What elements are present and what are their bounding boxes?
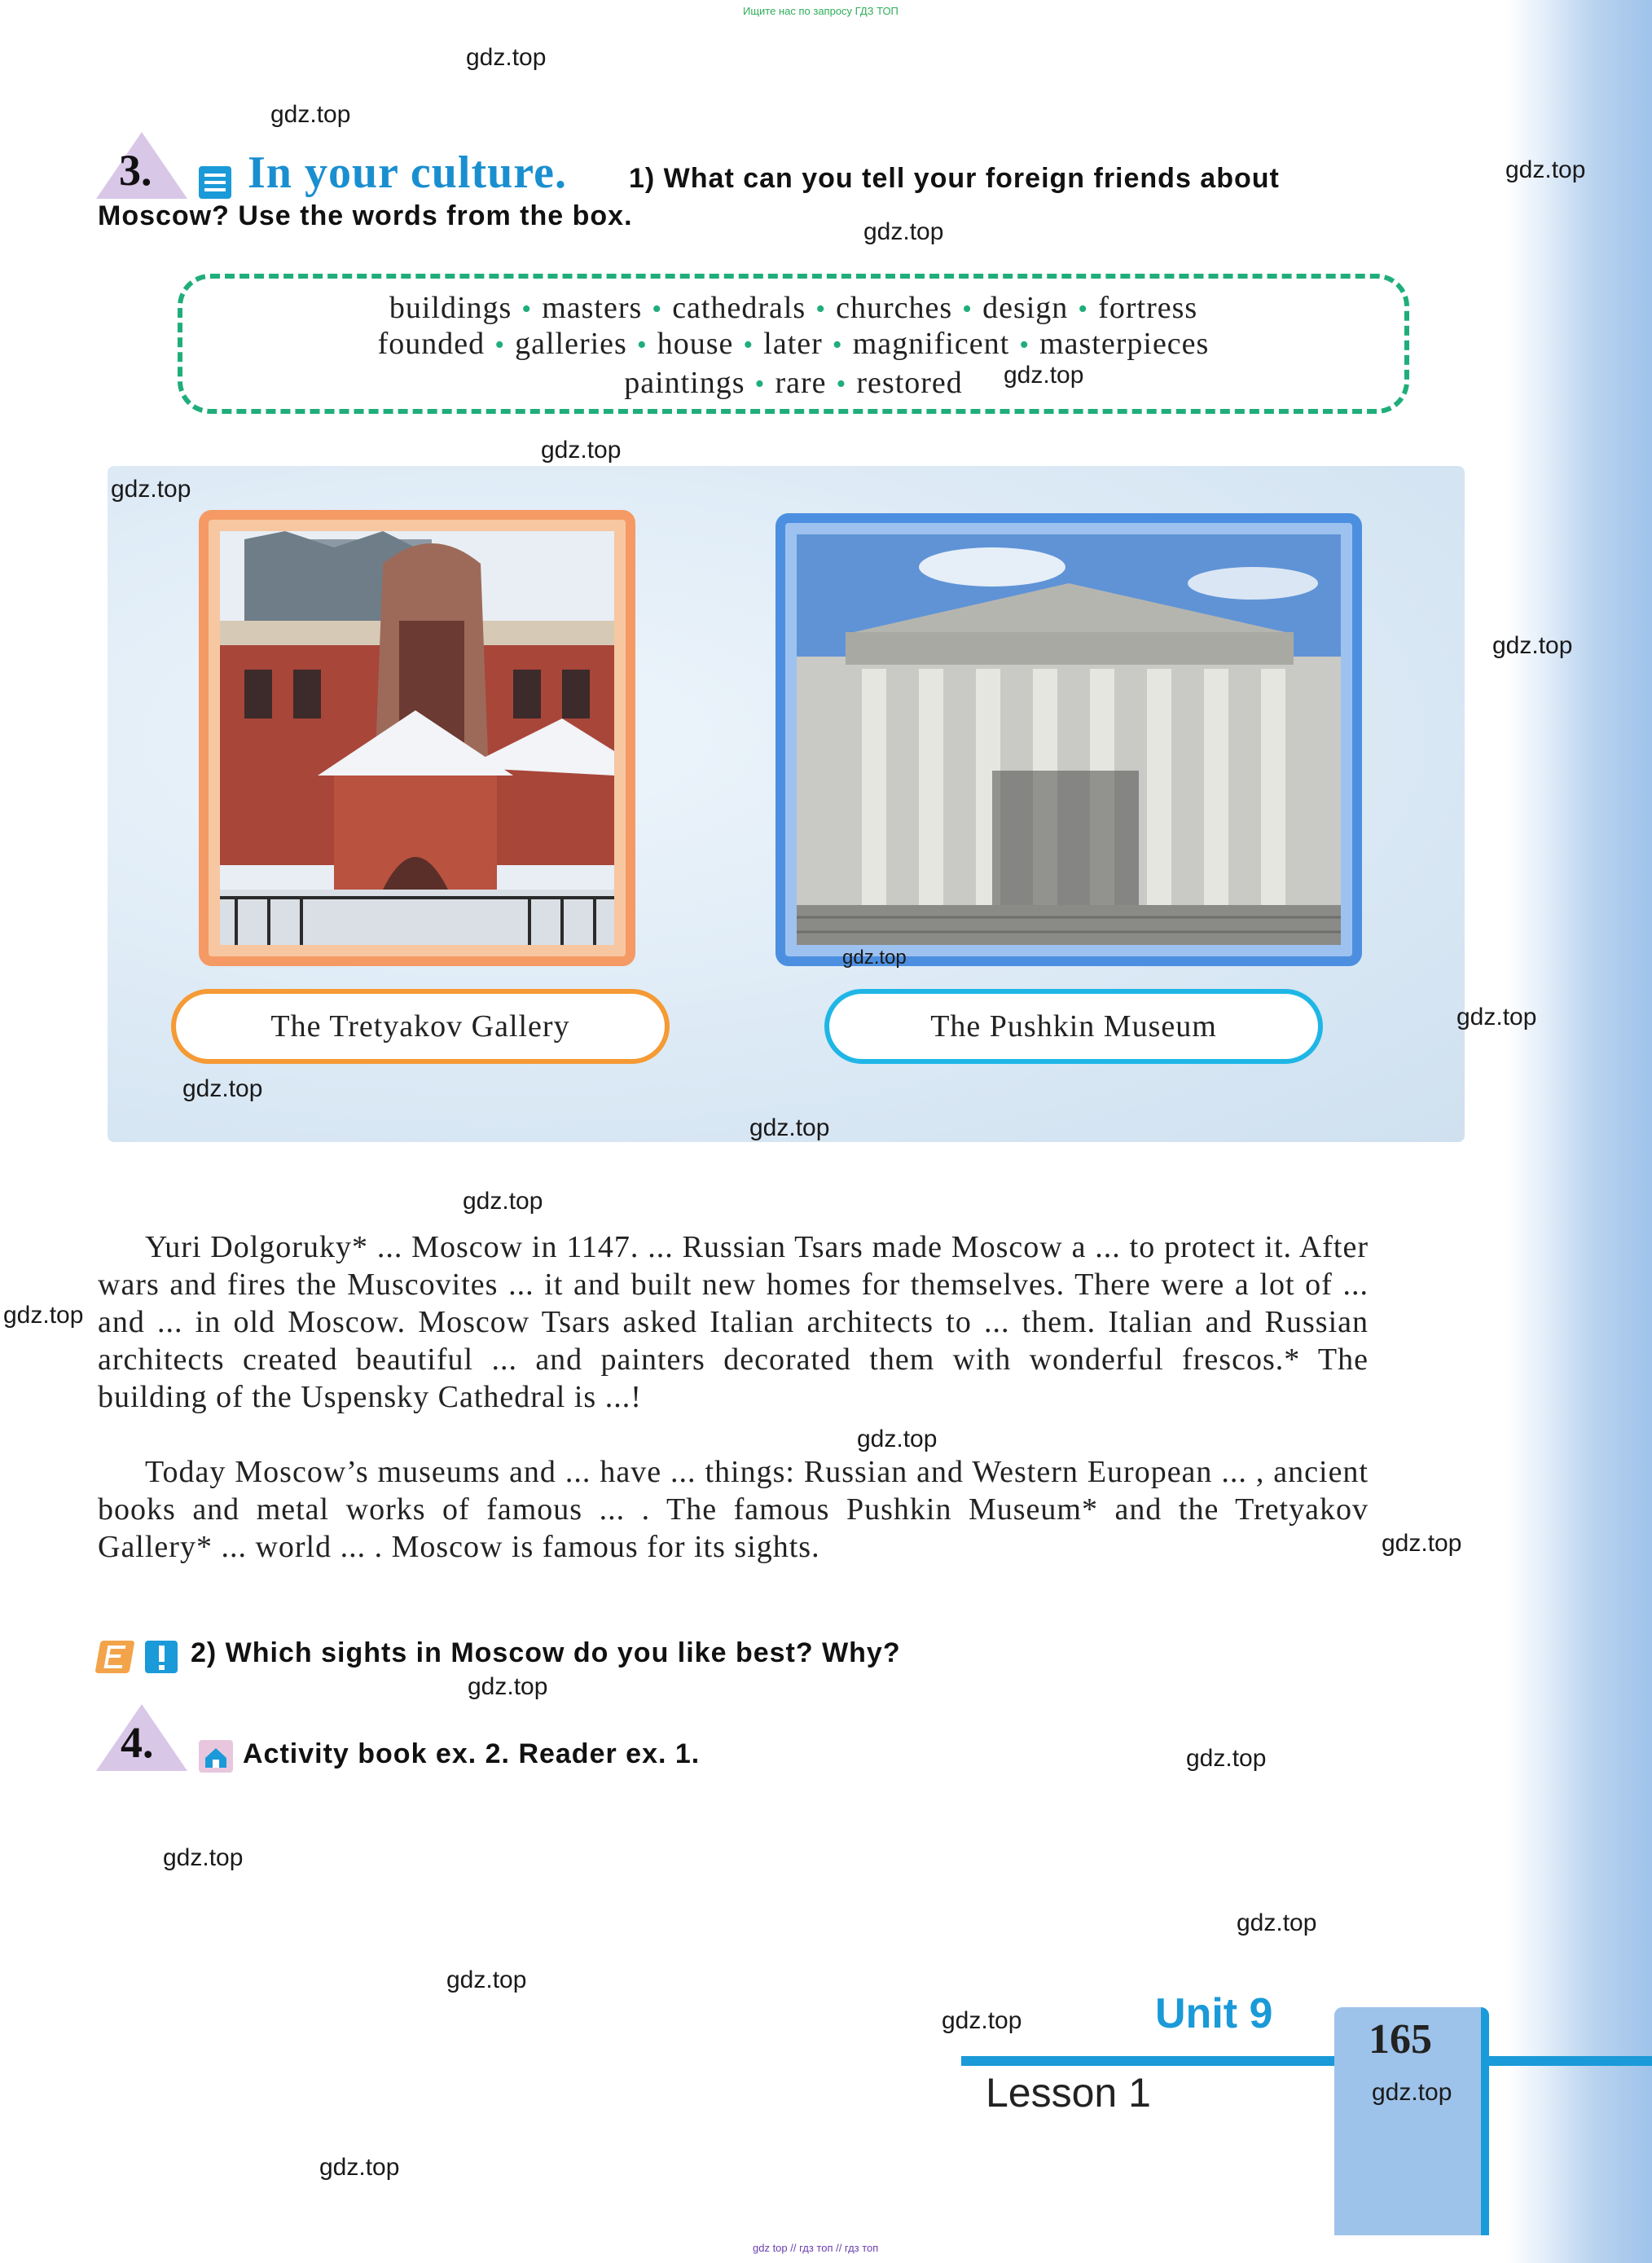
watermark: gdz.top [3, 1302, 84, 1329]
margin-gradient-strip [1507, 0, 1652, 2263]
word: founded [377, 327, 485, 361]
watermark: gdz.top [270, 101, 351, 128]
tretyakov-photo-frame [199, 510, 635, 966]
watermark: gdz.top [446, 1966, 527, 1993]
watermark: gdz.top [463, 1188, 543, 1215]
watermark: gdz.top [1492, 632, 1573, 659]
watermark: gdz.top [111, 476, 191, 503]
word: cathedrals [672, 291, 806, 325]
exercise-question-line1: 1) What can you tell your foreign friends about [629, 163, 1280, 194]
word-box-row-1: buildings • masters • cathedrals • churches • design • fortress [389, 291, 1198, 325]
watermark: gdz.top [1382, 1530, 1462, 1557]
word: masters [542, 291, 643, 325]
word: magnificent [852, 327, 1010, 361]
watermark: gdz.top [182, 1075, 263, 1102]
exercise-3-number: 3. [119, 146, 152, 195]
list-icon [199, 166, 231, 199]
watermark: gdz.top [942, 2007, 1022, 2034]
watermark: gdz.top [842, 947, 907, 969]
text-paragraph-2: Today Moscow’s museums and ... have ... things: Russian and Western European ... , ancient books and metal works of famous ... . The famous Pushkin Museum* and the Tretyakov Gallery* ... world ... . Moscow is famous for its sights. [98, 1455, 1369, 1564]
exercise-headline: In your culture. [248, 147, 567, 198]
word: rare [775, 366, 827, 400]
watermark: gdz.top [468, 1673, 548, 1700]
text-paragraph-1: Yuri Dolgoruky* ... Moscow in 1147. ... Russian Tsars made Moscow a ... to protect it. After wars and fires the Muscovites ... it and built new homes for themselves. There were a lot of ... and ... in old Moscow. Moscow Tsars asked Italian architects to ... them. Italian and Russian architects created beautiful ... and painters decorated them with wonderful frescos.* The building of the Uspensky Cathedral is ...! [98, 1230, 1369, 1414]
word-box-row-3: paintings • rare • restored [624, 366, 963, 400]
watermark: gdz.top [1456, 1004, 1537, 1030]
question-2: 2) Which sights in Moscow do you like best? Why? [191, 1637, 901, 1668]
word: restored [856, 366, 963, 400]
word: buildings [389, 291, 512, 325]
home-icon [199, 1740, 233, 1773]
watermark: gdz.top [319, 2154, 400, 2181]
word: design [982, 291, 1069, 325]
watermark: gdz.top [163, 1844, 244, 1871]
watermark: gdz.top [857, 1426, 938, 1452]
word: masterpieces [1039, 327, 1210, 361]
word: house [657, 327, 734, 361]
word: paintings [624, 366, 745, 400]
watermark: gdz.top [1505, 156, 1586, 183]
watermark: gdz.top [1237, 1909, 1317, 1936]
word: churches [836, 291, 953, 325]
exercise-question-line2: Moscow? Use the words from the box. [98, 200, 633, 231]
bottom-banner: gdz top // гдз топ // гдз топ [753, 2242, 879, 2254]
unit-label: Unit 9 [1155, 1990, 1273, 2037]
word: later [763, 327, 823, 361]
watermark: gdz.top [1186, 1745, 1267, 1772]
page-number: 165 [1369, 2016, 1432, 2063]
watermark: gdz.top [1372, 2079, 1452, 2106]
exercise-4-number: 4. [121, 1718, 154, 1767]
footer-rule [961, 2056, 1652, 2066]
pushkin-museum-photo [797, 534, 1341, 945]
lesson-label: Lesson 1 [986, 2070, 1151, 2116]
pushkin-caption: The Pushkin Museum [824, 989, 1323, 1064]
exercise-4-text: Activity book ex. 2. Reader ex. 1. [243, 1738, 701, 1769]
watermark: gdz.top [466, 44, 547, 71]
word: fortress [1098, 291, 1198, 325]
tretyakov-gallery-photo [220, 531, 614, 945]
tretyakov-caption: The Tretyakov Gallery [171, 989, 670, 1064]
top-banner: Ищите нас по запросу ГДЗ ТОП [743, 5, 898, 17]
watermark: gdz.top [1004, 362, 1084, 389]
e-icon [94, 1641, 134, 1673]
watermark: gdz.top [541, 437, 622, 464]
watermark: gdz.top [863, 218, 944, 245]
word: galleries [515, 327, 627, 361]
word-box-row-2: founded • galleries • house • later • magnificent • masterpieces [377, 327, 1210, 361]
speech-icon [145, 1641, 178, 1673]
watermark: gdz.top [749, 1114, 830, 1141]
pushkin-photo-frame [775, 513, 1362, 966]
